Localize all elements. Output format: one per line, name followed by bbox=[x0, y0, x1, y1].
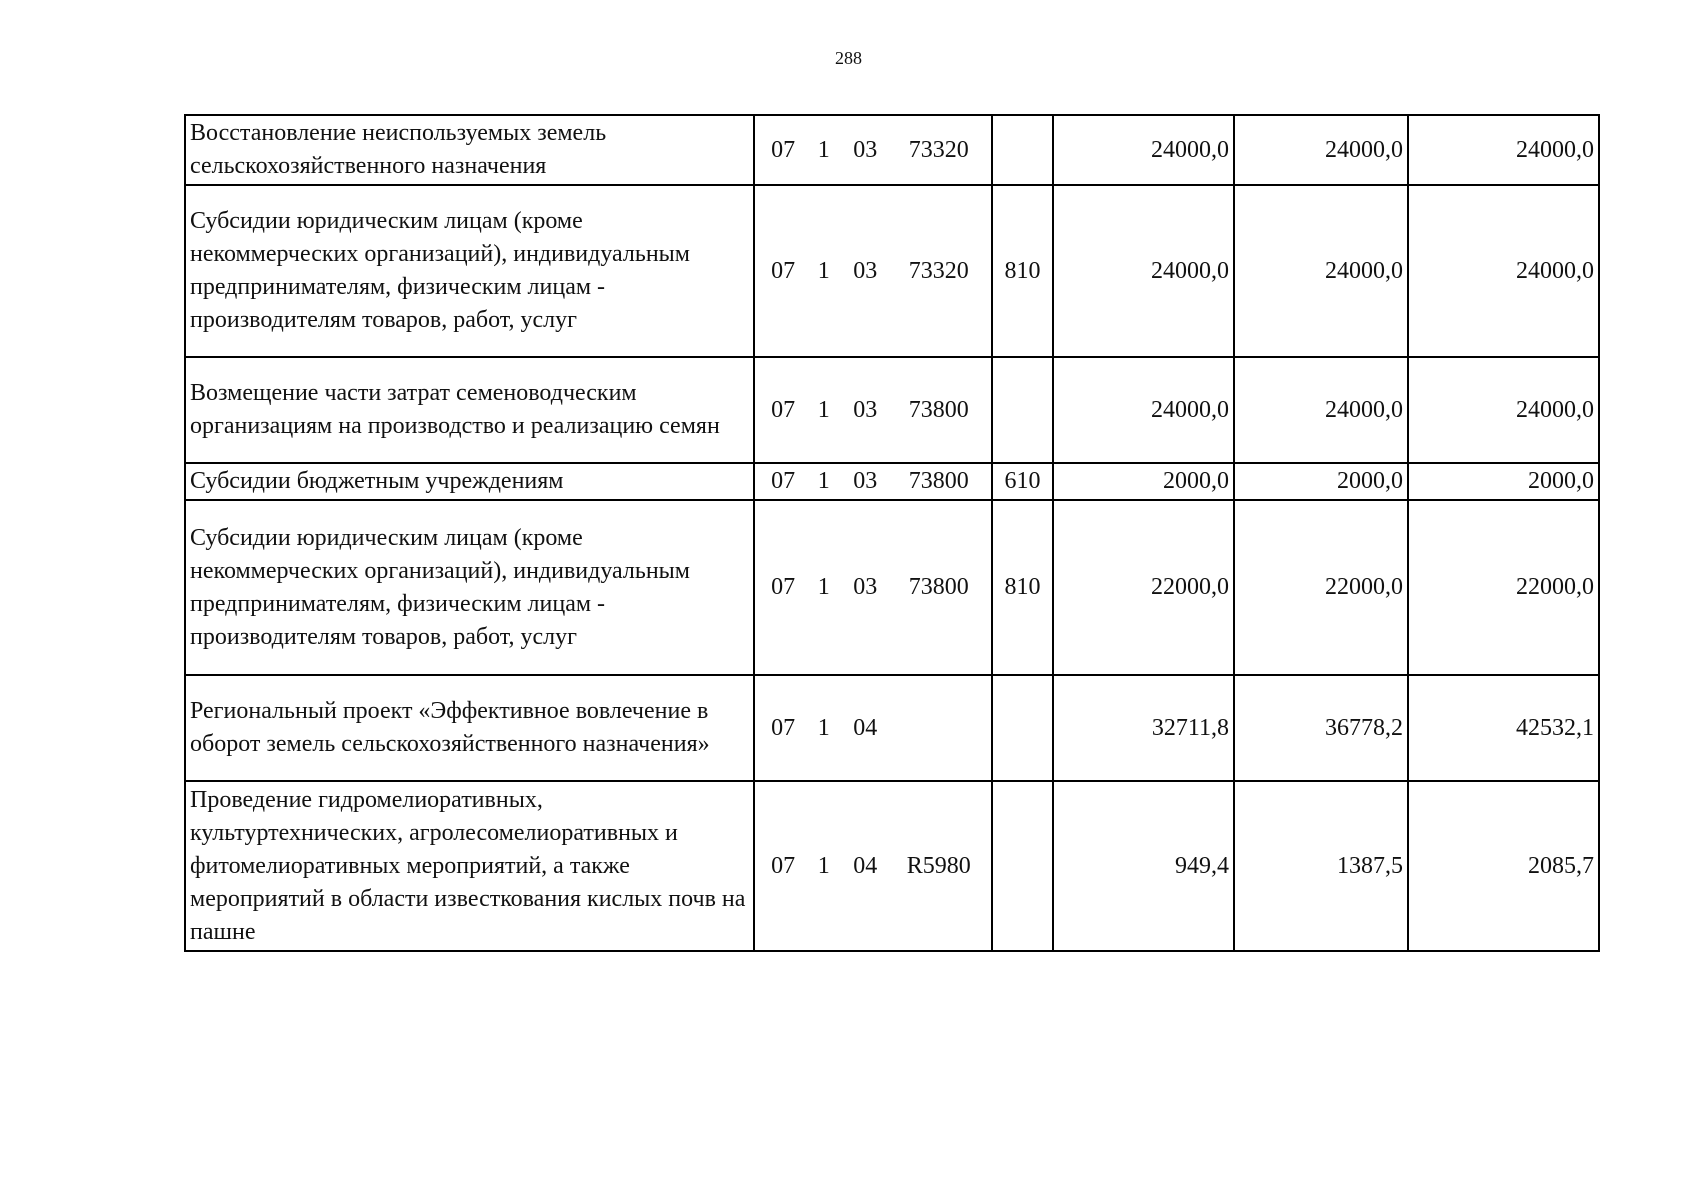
table-row bbox=[185, 500, 1599, 675]
code-osn: 03 bbox=[853, 468, 878, 494]
classification-code bbox=[754, 675, 992, 781]
expense-type-code: 610 bbox=[992, 463, 1053, 500]
expense-type-code bbox=[992, 781, 1053, 951]
table-row bbox=[185, 185, 1599, 357]
budget-table-body bbox=[185, 115, 1599, 951]
code-dir: 73320 bbox=[908, 136, 969, 163]
amount-year-2: 22000,0 bbox=[1234, 500, 1408, 675]
amount-year-1: 24000,0 bbox=[1053, 115, 1234, 185]
code-pp: 1 bbox=[817, 714, 830, 741]
amount-year-3: 22000,0 bbox=[1408, 500, 1599, 675]
amount-year-1: 24000,0 bbox=[1053, 185, 1234, 357]
amount-year-1: 22000,0 bbox=[1053, 500, 1234, 675]
amount-year-1: 2000,0 bbox=[1053, 463, 1234, 500]
code-pp: 1 bbox=[817, 136, 830, 163]
table-row bbox=[185, 781, 1599, 951]
amount-year-2: 24000,0 bbox=[1234, 185, 1408, 357]
code-osn: 03 bbox=[853, 257, 878, 284]
amount-year-2: 24000,0 bbox=[1234, 357, 1408, 463]
code-osn: 03 bbox=[853, 574, 878, 600]
code-pp: 1 bbox=[817, 257, 830, 284]
table-row bbox=[185, 675, 1599, 781]
code-gp: 07 bbox=[771, 852, 796, 879]
code-pp: 1 bbox=[817, 574, 830, 600]
expense-type-code bbox=[992, 115, 1053, 185]
amount-year-3: 2000,0 bbox=[1408, 463, 1599, 500]
code-dir: 73800 bbox=[908, 468, 969, 494]
code-dir: 73800 bbox=[908, 574, 969, 600]
code-pp: 1 bbox=[817, 396, 830, 423]
amount-year-1: 32711,8 bbox=[1053, 675, 1234, 781]
item-name: Возмещение части затрат семеноводческим организациям на производство и реализацию семян bbox=[185, 357, 754, 463]
expense-type-code bbox=[992, 357, 1053, 463]
amount-year-2: 1387,5 bbox=[1234, 781, 1408, 951]
code-gp: 07 bbox=[771, 396, 796, 423]
page-number: 288 bbox=[835, 48, 862, 68]
code-gp: 07 bbox=[771, 574, 796, 600]
amount-year-2: 24000,0 bbox=[1234, 115, 1408, 185]
code-osn: 03 bbox=[853, 396, 878, 423]
code-pp: 1 bbox=[817, 852, 830, 879]
code-gp: 07 bbox=[771, 257, 796, 284]
table-row bbox=[185, 115, 1599, 185]
item-name: Региональный проект «Эффективное вовлечение в оборот земель сельскохозяйственного назначения» bbox=[185, 675, 754, 781]
item-name: Восстановление неиспользуемых земель сельскохозяйственного назначения bbox=[185, 115, 754, 185]
expense-type-code: 810 bbox=[992, 185, 1053, 357]
code-pp: 1 bbox=[817, 468, 830, 494]
classification-code bbox=[754, 781, 992, 951]
budget-table bbox=[184, 114, 1600, 952]
code-osn: 03 bbox=[853, 136, 878, 163]
expense-type-code bbox=[992, 675, 1053, 781]
code-osn: 04 bbox=[853, 714, 878, 741]
amount-year-1: 949,4 bbox=[1053, 781, 1234, 951]
classification-code bbox=[754, 500, 992, 675]
classification-code bbox=[754, 185, 992, 357]
code-osn: 04 bbox=[853, 852, 878, 879]
code-dir: 73320 bbox=[908, 257, 969, 284]
classification-code bbox=[754, 115, 992, 185]
amount-year-3: 24000,0 bbox=[1408, 115, 1599, 185]
item-name: Проведение гидромелиоративных, культуртехнических, агролесомелиоративных и фитомелиоративных мероприятий, а также мероприятий в области известкования кислых почв на пашне bbox=[185, 781, 754, 951]
code-gp: 07 bbox=[771, 468, 796, 494]
item-name: Субсидии бюджетным учреждениям bbox=[185, 463, 754, 500]
amount-year-3: 42532,1 bbox=[1408, 675, 1599, 781]
amount-year-2: 2000,0 bbox=[1234, 463, 1408, 500]
amount-year-3: 24000,0 bbox=[1408, 357, 1599, 463]
classification-code bbox=[754, 357, 992, 463]
amount-year-3: 2085,7 bbox=[1408, 781, 1599, 951]
code-gp: 07 bbox=[771, 136, 796, 163]
amount-year-3: 24000,0 bbox=[1408, 185, 1599, 357]
amount-year-1: 24000,0 bbox=[1053, 357, 1234, 463]
code-dir: R5980 bbox=[906, 852, 971, 879]
table-row bbox=[185, 357, 1599, 463]
code-dir: 73800 bbox=[908, 396, 969, 423]
item-name: Субсидии юридическим лицам (кроме некоммерческих организаций), индивидуальным предпринимателям, физическим лицам - производителям товаров, работ, услуг bbox=[185, 185, 754, 357]
item-name: Субсидии юридическим лицам (кроме некоммерческих организаций), индивидуальным предпринимателям, физическим лицам - производителям товаров, работ, услуг bbox=[185, 500, 754, 675]
classification-code bbox=[754, 463, 992, 500]
expense-type-code: 810 bbox=[992, 500, 1053, 675]
amount-year-2: 36778,2 bbox=[1234, 675, 1408, 781]
table-row bbox=[185, 463, 1599, 500]
code-gp: 07 bbox=[771, 714, 796, 741]
